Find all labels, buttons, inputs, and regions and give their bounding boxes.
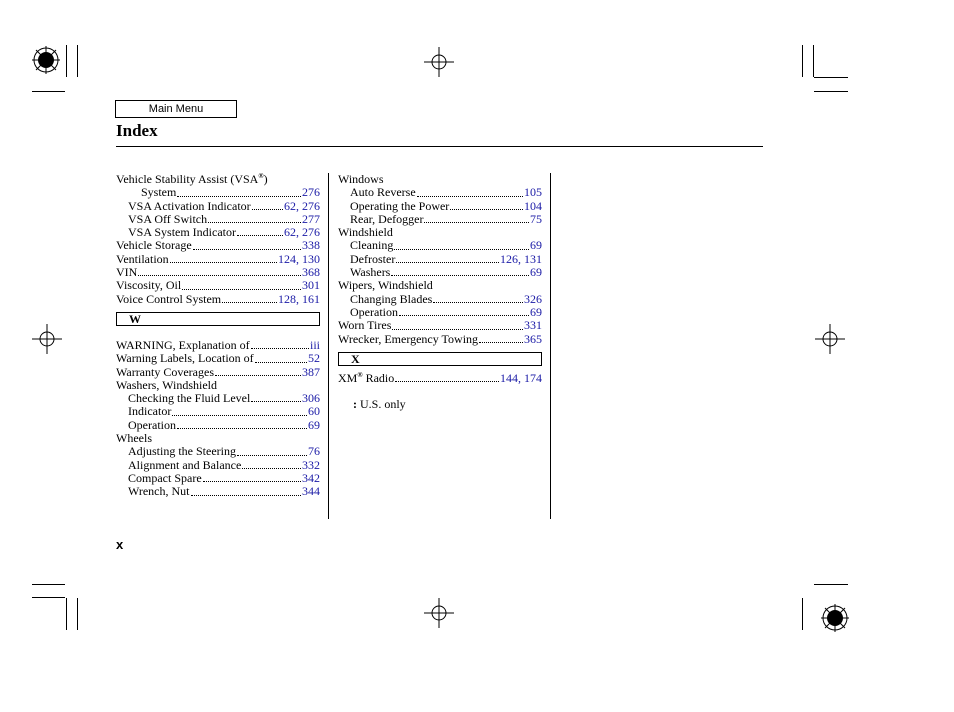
index-entry: XM® Radio 144, 174 bbox=[338, 370, 542, 385]
page-link[interactable]: 76 bbox=[308, 444, 320, 459]
index-heading: Wheels bbox=[116, 431, 152, 446]
registered-mark: ® bbox=[258, 172, 264, 180]
page-link[interactable]: 62 bbox=[284, 225, 296, 240]
page-link[interactable]: 277 bbox=[302, 211, 320, 226]
page-link[interactable]: 52 bbox=[308, 351, 320, 366]
index-column-1 bbox=[116, 173, 320, 499]
index-entry: Voice Control System 128, 161 bbox=[116, 291, 320, 306]
page-link[interactable]: 332 bbox=[302, 457, 320, 472]
registration-target-bottom-right bbox=[820, 603, 850, 638]
section-header-x: X bbox=[338, 352, 542, 366]
index-entry: Defroster 126, 131 bbox=[350, 251, 542, 266]
page-link[interactable]: 75 bbox=[530, 211, 542, 226]
page-link[interactable]: 342 bbox=[302, 470, 320, 485]
crosshair-right bbox=[815, 324, 845, 359]
index-entry: Adjusting the Steering 76 bbox=[128, 444, 320, 459]
index-entry: Operation 69 bbox=[350, 304, 542, 319]
page-link[interactable]: 69 bbox=[530, 265, 542, 280]
crop-line bbox=[814, 91, 848, 92]
page-link[interactable]: 69 bbox=[308, 417, 320, 432]
crop-line bbox=[802, 598, 803, 630]
index-entry: Viscosity, Oil 301 bbox=[116, 278, 320, 293]
index-entry: VSA Activation Indicator 62, 276 bbox=[128, 198, 320, 213]
crop-line bbox=[814, 584, 848, 585]
page-link[interactable]: 338 bbox=[302, 238, 320, 253]
index-entry: Worn Tires 331 bbox=[338, 318, 542, 333]
footnote: : U.S. only bbox=[353, 397, 406, 412]
page-link[interactable]: 60 bbox=[308, 404, 320, 419]
registration-target-top-left bbox=[31, 45, 61, 80]
page-link[interactable]: 387 bbox=[302, 364, 320, 379]
index-entry: Cleaning 69 bbox=[350, 238, 542, 253]
page-link[interactable]: 276 bbox=[302, 225, 320, 240]
page-link[interactable]: 104 bbox=[524, 198, 542, 213]
crop-line bbox=[66, 45, 67, 77]
page-link[interactable]: 124 bbox=[278, 251, 296, 266]
crosshair-top bbox=[424, 47, 454, 82]
main-menu-button[interactable]: Main Menu bbox=[115, 100, 237, 118]
crop-line bbox=[66, 598, 67, 630]
crop-line bbox=[32, 597, 65, 598]
title-rule bbox=[116, 146, 763, 147]
page-link[interactable]: 174 bbox=[524, 370, 542, 385]
index-entry: Warranty Coverages 387 bbox=[116, 364, 320, 379]
page-title: Index bbox=[116, 121, 158, 140]
page-link[interactable]: 331 bbox=[524, 318, 542, 333]
index-entry: Wrecker, Emergency Towing 365 bbox=[338, 331, 542, 346]
page-link[interactable]: iii bbox=[309, 337, 320, 352]
index-entry: Alignment and Balance 332 bbox=[128, 457, 320, 472]
crop-line bbox=[814, 77, 848, 78]
crop-line bbox=[32, 584, 65, 585]
index-heading: Wipers, Windshield bbox=[338, 278, 433, 293]
index-entry: Compact Spare 342 bbox=[128, 470, 320, 485]
page-link[interactable]: 301 bbox=[302, 278, 320, 293]
index-entry: Checking the Fluid Level 306 bbox=[128, 391, 320, 406]
index-entry: VIN 368 bbox=[116, 265, 320, 280]
index-entry: VSA System Indicator 62, 276 bbox=[128, 225, 320, 240]
registered-mark: ® bbox=[357, 370, 363, 379]
crop-line bbox=[802, 45, 803, 77]
index-entry: Rear, Defogger 75 bbox=[350, 211, 542, 226]
index-entry: Washers 69 bbox=[350, 265, 542, 280]
index-heading: Windshield bbox=[338, 225, 393, 240]
column-divider bbox=[328, 173, 329, 519]
page-link[interactable]: 326 bbox=[524, 291, 542, 306]
page-link[interactable]: 344 bbox=[302, 484, 320, 499]
index-column-2 bbox=[338, 173, 542, 411]
index-heading: Washers, Windshield bbox=[116, 377, 217, 392]
crosshair-bottom bbox=[424, 598, 454, 633]
page-link[interactable]: 161 bbox=[302, 291, 320, 306]
index-entry: Operating the Power 104 bbox=[350, 198, 542, 213]
page-link[interactable]: 62 bbox=[284, 198, 296, 213]
crop-line bbox=[77, 598, 78, 630]
index-entry: Vehicle Storage 338 bbox=[116, 238, 320, 253]
index-entry: Ventilation 124, 130 bbox=[116, 251, 320, 266]
page-number: x bbox=[116, 537, 124, 552]
index-heading: Windows bbox=[338, 172, 384, 186]
page-link[interactable]: 69 bbox=[530, 238, 542, 253]
section-header-w: W bbox=[116, 312, 320, 326]
page-link[interactable]: 130 bbox=[302, 251, 320, 266]
column-divider bbox=[550, 173, 551, 519]
page-link[interactable]: 365 bbox=[524, 331, 542, 346]
page-link[interactable]: 306 bbox=[302, 391, 320, 406]
index-entry: Wrench, Nut 344 bbox=[128, 484, 320, 499]
index-entry: System 276 bbox=[141, 185, 320, 200]
page-link[interactable]: 69 bbox=[530, 304, 542, 319]
index-entry: Changing Blades 326 bbox=[350, 291, 542, 306]
page-link[interactable]: 368 bbox=[302, 265, 320, 280]
index-entry: Indicator 60 bbox=[128, 404, 320, 419]
page-link[interactable]: 276 bbox=[302, 185, 320, 200]
index-entry: Operation 69 bbox=[128, 417, 320, 432]
page-link[interactable]: 131 bbox=[524, 251, 542, 266]
crop-line bbox=[813, 45, 814, 77]
index-heading: Vehicle Stability Assist (VSA®) bbox=[116, 172, 268, 186]
page-link[interactable]: 276 bbox=[302, 198, 320, 213]
footnote-symbol: : bbox=[353, 397, 357, 412]
crosshair-left bbox=[32, 324, 62, 359]
index-entry: Warning Labels, Location of 52 bbox=[116, 351, 320, 366]
page-link[interactable]: 144 bbox=[500, 370, 518, 385]
index-entry: VSA Off Switch 277 bbox=[128, 211, 320, 226]
page-link[interactable]: 126 bbox=[500, 251, 518, 266]
crop-line bbox=[32, 91, 65, 92]
page-link[interactable]: 105 bbox=[524, 185, 542, 200]
index-entry: WARNING, Explanation of iii bbox=[116, 337, 320, 352]
page-link[interactable]: 128 bbox=[278, 291, 296, 306]
index-entry: Auto Reverse 105 bbox=[350, 185, 542, 200]
crop-line bbox=[77, 45, 78, 77]
